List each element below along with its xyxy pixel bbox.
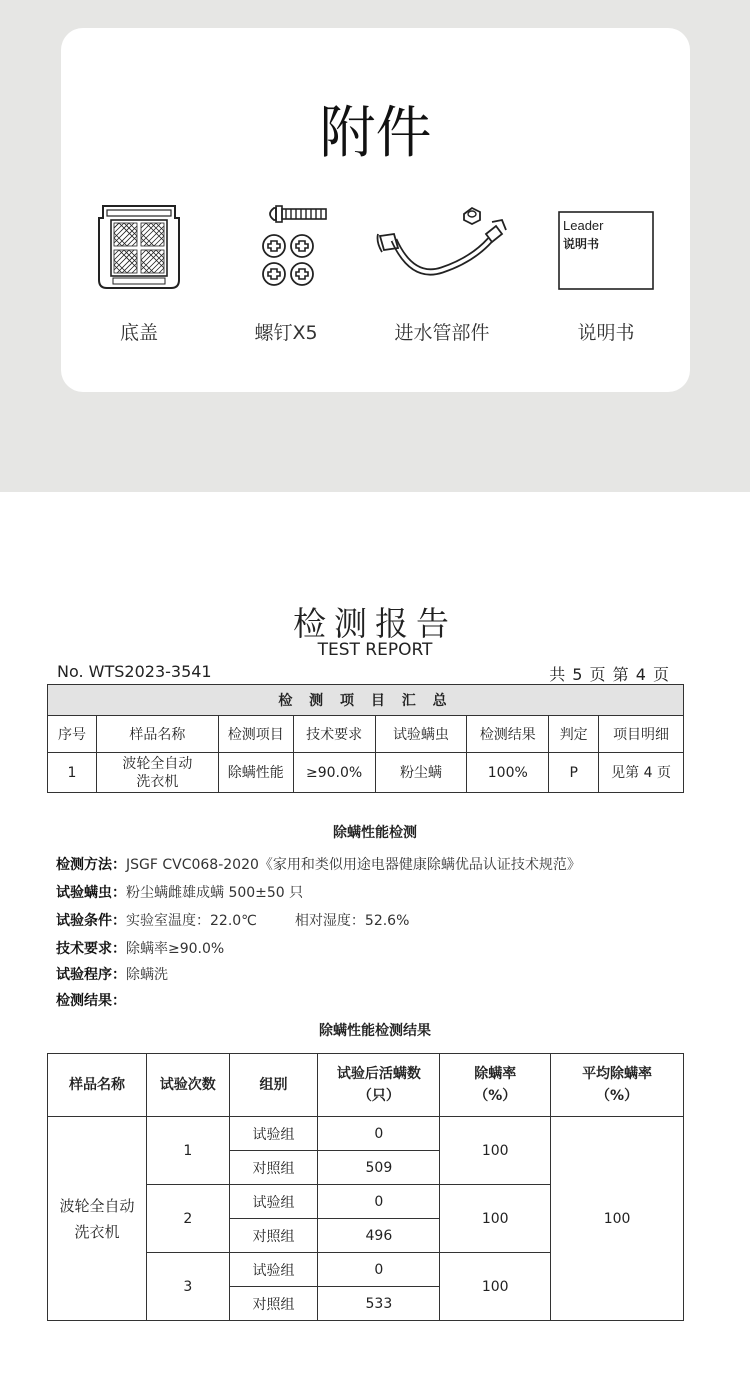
group-label: 试验组: [229, 1117, 318, 1151]
summary-column-header: 项目明细: [599, 716, 684, 753]
group-label: 试验组: [229, 1253, 318, 1287]
summary-table: [47, 684, 684, 793]
live-mite-count: 496: [318, 1219, 440, 1253]
accessories-title: 附件: [319, 101, 432, 166]
accessory-label: 螺钉X5: [254, 322, 318, 344]
summary-cell: P: [549, 753, 599, 793]
report-title: 检测报告: [293, 604, 457, 643]
summary-cell: 见第 4 页: [599, 753, 684, 793]
summary-column-header: 判定: [549, 716, 599, 753]
summary-column-header: 技术要求: [293, 716, 375, 753]
results-table: [47, 1053, 684, 1321]
accessory-manual: [536, 200, 676, 360]
detail-line: 试验条件：实验室温度：22.0℃ 相对湿度：52.6%: [56, 913, 410, 929]
manual-brand: Leader: [563, 218, 604, 233]
results-sample-name: 波轮全自动洗衣机: [48, 1117, 147, 1321]
results-title: 除螨性能检测结果: [319, 1023, 431, 1039]
summary-cell: [96, 753, 218, 793]
report-page-indicator: 共 5 页 第 4 页: [549, 665, 670, 684]
summary-heading: 检 测 项 目 汇 总: [48, 685, 684, 716]
results-column-header: 样品名称: [48, 1054, 147, 1117]
summary-cell: ≥90.0%: [293, 753, 375, 793]
summary-column-header: 检测结果: [467, 716, 549, 753]
detail-line: 检测方法：JSGF CVC068-2020《家用和类似用途电器健康除螨优品认证技术规范》: [56, 857, 581, 873]
trial-number: 2: [146, 1185, 229, 1253]
summary-sample-name: 波轮全自动洗衣机: [122, 755, 193, 790]
results-column-header: 组别: [229, 1054, 318, 1117]
group-label: 对照组: [229, 1287, 318, 1321]
results-column-header: 除螨率（%）: [440, 1054, 551, 1117]
detail-line: 技术要求：除螨率≥90.0%: [56, 941, 225, 957]
summary-cell: 除螨性能: [218, 753, 293, 793]
report-number: No. WTS2023-3541: [57, 662, 212, 681]
group-label: 试验组: [229, 1185, 318, 1219]
report-subtitle: TEST REPORT: [317, 640, 433, 660]
accessory-label: 说明书: [577, 322, 635, 344]
results-column-header: 试验次数: [146, 1054, 229, 1117]
removal-rate: 100: [440, 1253, 551, 1321]
accessory-bottom-cover: [69, 200, 209, 360]
detail-line: 试验程序：除螨洗: [56, 967, 168, 983]
accessory-label: 进水管部件: [394, 322, 490, 344]
results-column-header: 试验后活螨数（只）: [318, 1054, 440, 1117]
manual-icon: [556, 200, 656, 296]
accessories-card: [61, 28, 690, 392]
results-column-header: 平均除螨率（%）: [551, 1054, 684, 1117]
accessory-screws: [216, 200, 356, 360]
summary-column-header: 试验螨虫: [375, 716, 467, 753]
screw-icon: [236, 200, 336, 296]
summary-column-header: 序号: [48, 716, 97, 753]
bottom-cover-icon: [89, 200, 189, 296]
group-label: 对照组: [229, 1151, 318, 1185]
trial-number: 1: [146, 1117, 229, 1185]
accessory-label: 底盖: [119, 322, 158, 344]
live-mite-count: 0: [318, 1117, 440, 1151]
live-mite-count: 533: [318, 1287, 440, 1321]
group-label: 对照组: [229, 1219, 318, 1253]
accessory-inlet-hose: [372, 200, 512, 360]
summary-cell: 1: [48, 753, 97, 793]
live-mite-count: 0: [318, 1185, 440, 1219]
summary-cell: 粉尘螨: [375, 753, 467, 793]
summary-column-header: 检测项目: [218, 716, 293, 753]
live-mite-count: 0: [318, 1253, 440, 1287]
live-mite-count: 509: [318, 1151, 440, 1185]
detail-line: 检测结果：: [56, 993, 126, 1009]
removal-rate: 100: [440, 1185, 551, 1253]
detail-line: 试验螨虫：粉尘螨雌雄成螨 500±50 只: [56, 885, 304, 901]
removal-rate: 100: [440, 1117, 551, 1185]
summary-cell: 100%: [467, 753, 549, 793]
trial-number: 3: [146, 1253, 229, 1321]
hose-icon: [372, 200, 512, 296]
section-title: 除螨性能检测: [333, 825, 417, 841]
summary-column-header: 样品名称: [96, 716, 218, 753]
average-removal-rate: 100: [551, 1117, 684, 1321]
manual-title: 说明书: [563, 237, 600, 251]
